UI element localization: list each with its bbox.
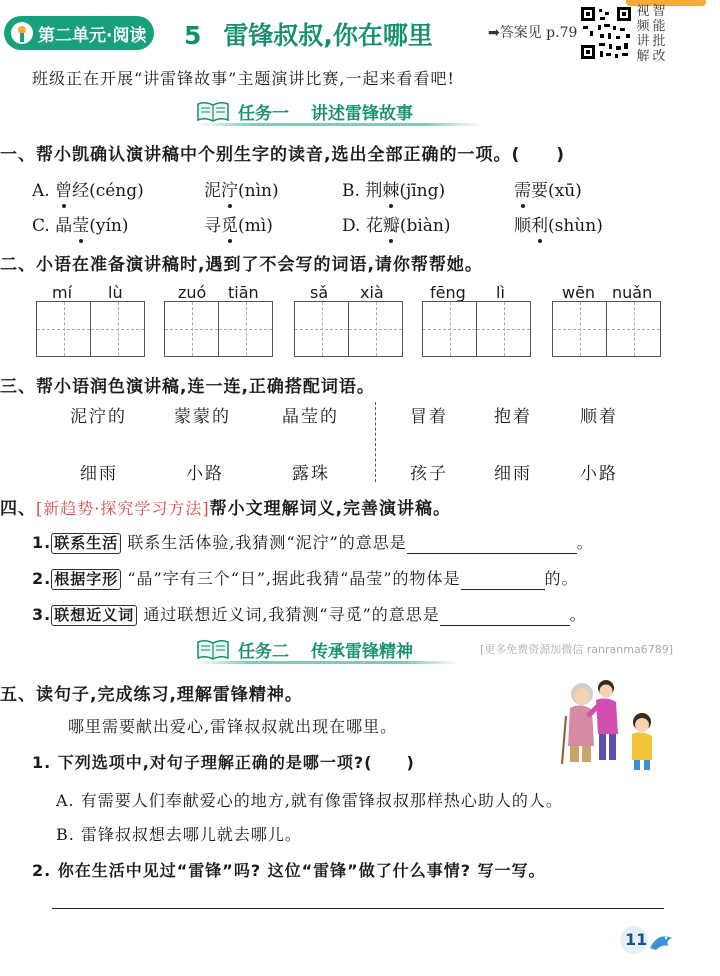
match-left-bottom-3[interactable]: 露珠 <box>292 464 330 484</box>
task-two-heading <box>196 636 458 662</box>
pencil-badge-icon <box>10 21 34 45</box>
answer-write-line[interactable] <box>52 908 664 909</box>
writing-grid-2[interactable] <box>164 301 273 357</box>
match-left-bottom-1[interactable]: 细雨 <box>80 464 118 484</box>
pinyin-4a: fēng <box>430 283 466 302</box>
writing-grid-3[interactable] <box>294 301 403 357</box>
lesson-number: 5 <box>184 21 202 50</box>
lesson-title <box>184 16 433 52</box>
option-c[interactable]: C. 晶莹(yín) <box>32 216 129 236</box>
option-a-item-2: 泥泞(nìn) <box>204 181 279 201</box>
answer-blank-3[interactable] <box>440 607 570 626</box>
answer-blank-1[interactable] <box>407 535 577 554</box>
task-two-label: 任务二 <box>238 641 289 662</box>
question-4-item-2: 2. 根据字形 “晶”字有三个“日”,据此我猜“晶莹”的物体是 的。 <box>32 569 579 588</box>
answer-ref-text: 答案见 p.79 <box>499 25 578 41</box>
helping-elder-illustration <box>556 676 666 772</box>
question-5-option-a[interactable]: A. 有需要人们奉献爱心的地方,就有像雷锋叔叔那样热心助人的人。 <box>56 791 563 810</box>
writing-grid-5[interactable] <box>552 301 661 357</box>
question-1-prompt: 一、帮小凯确认演讲稿中个别生字的读音,选出全部正确的一项。( ) <box>0 145 565 165</box>
question-5-prompt: 五、读句子,完成练习,理解雷锋精神。 <box>0 685 303 705</box>
method-tag-2: 根据字形 <box>51 569 121 590</box>
question-2-prompt: 二、小语在准备演讲稿时,遇到了不会写的词语,请你帮帮她。 <box>0 255 483 275</box>
question-4-item-1: 1. 联系生活 联系生活体验,我猜测“泥泞”的意思是 。 <box>32 533 594 552</box>
match-left-bottom-2[interactable]: 小路 <box>186 464 224 484</box>
qr-code[interactable] <box>580 6 632 60</box>
match-right-top-3[interactable]: 顺着 <box>580 407 618 427</box>
task-one-title: 讲述雷锋故事 <box>311 103 413 124</box>
task-two-title: 传承雷锋精神 <box>311 641 413 662</box>
option-b[interactable]: B. 荆棘(jīng) <box>342 181 446 201</box>
grading-label: 智 能 批 改 <box>652 4 666 64</box>
unit-pill <box>4 16 154 50</box>
option-c-item-2: 寻觅(mì) <box>204 216 273 236</box>
match-left-top-2[interactable]: 蒙蒙的 <box>174 407 231 427</box>
pinyin-2b: tiān <box>228 283 259 302</box>
answer-reference <box>488 22 577 42</box>
writing-grid-4[interactable] <box>422 301 531 357</box>
quoted-sentence: 哪里需要献出爱心,雷锋叔叔就出现在哪里。 <box>68 717 398 736</box>
pinyin-1b: lù <box>108 283 123 302</box>
match-left-top-1[interactable]: 泥泞的 <box>70 407 127 427</box>
pinyin-2a: zuó <box>178 283 207 302</box>
writing-grid-1[interactable] <box>36 301 145 357</box>
match-right-bottom-1[interactable]: 孩子 <box>410 464 448 484</box>
intro-text: 班级正在开展“讲雷锋故事”主题演讲比赛,一起来看看吧! <box>32 69 455 88</box>
question-5-option-b[interactable]: B. 雷锋叔叔想去哪儿就去哪儿。 <box>56 825 302 844</box>
question-4-item-3: 3. 联想近义词 通过联想近义词,我猜测“寻觅”的意思是 。 <box>32 605 587 624</box>
open-book-icon <box>196 638 230 660</box>
arrow-right-icon: ➡ <box>488 25 500 41</box>
option-d[interactable]: D. 花瓣(biàn) <box>342 216 451 236</box>
method-tag-1: 联系生活 <box>51 533 121 554</box>
match-right-top-1[interactable]: 冒着 <box>410 407 448 427</box>
task-one-heading <box>196 98 482 124</box>
question-4-prompt: 四、[新趋势·探究学习方法]帮小文理解词义,完善演讲稿。 <box>0 499 452 519</box>
match-right-top-2[interactable]: 抱着 <box>494 407 532 427</box>
match-right-bottom-2[interactable]: 细雨 <box>494 464 532 484</box>
pinyin-3b: xià <box>360 283 384 302</box>
match-right-bottom-3[interactable]: 小路 <box>580 464 618 484</box>
option-a[interactable]: A. 曾经(céng) <box>32 181 144 201</box>
question-3-prompt: 三、帮小语润色演讲稿,连一连,正确搭配词语。 <box>0 377 375 397</box>
pinyin-5b: nuǎn <box>612 283 653 302</box>
unit-label: 第二单元·阅读 <box>38 25 147 46</box>
option-d-item-2: 顺利(shùn) <box>514 216 603 236</box>
option-b-item-2: 需要(xū) <box>514 181 582 201</box>
answer-blank-2[interactable] <box>461 571 545 590</box>
question-5-sub-2: 2. 你在生活中见过“雷锋”吗? 这位“雷锋”做了什么事情? 写一写。 <box>32 861 546 880</box>
page-number: 11 <box>625 930 648 949</box>
pinyin-4b: lì <box>496 283 505 302</box>
lesson-title-text: 雷锋叔叔,你在哪里 <box>223 21 433 50</box>
new-trend-tag: [新趋势·探究学习方法] <box>36 499 210 518</box>
pinyin-1a: mí <box>52 283 73 302</box>
question-5-sub-1: 1. 下列选项中,对句子理解正确的是哪一项?( ) <box>32 753 415 772</box>
pinyin-5a: wēn <box>562 283 596 302</box>
match-left-top-3[interactable]: 晶莹的 <box>282 407 339 427</box>
task-one-label: 任务一 <box>238 103 289 124</box>
match-divider <box>375 402 376 482</box>
open-book-icon <box>196 100 230 122</box>
method-tag-3: 联想近义词 <box>51 605 137 626</box>
video-label: 视 频 讲 解 <box>636 4 650 64</box>
pinyin-3a: sǎ <box>310 283 329 302</box>
watermark-text: [更多免费资源加微信 ranranma6789] <box>480 643 673 656</box>
